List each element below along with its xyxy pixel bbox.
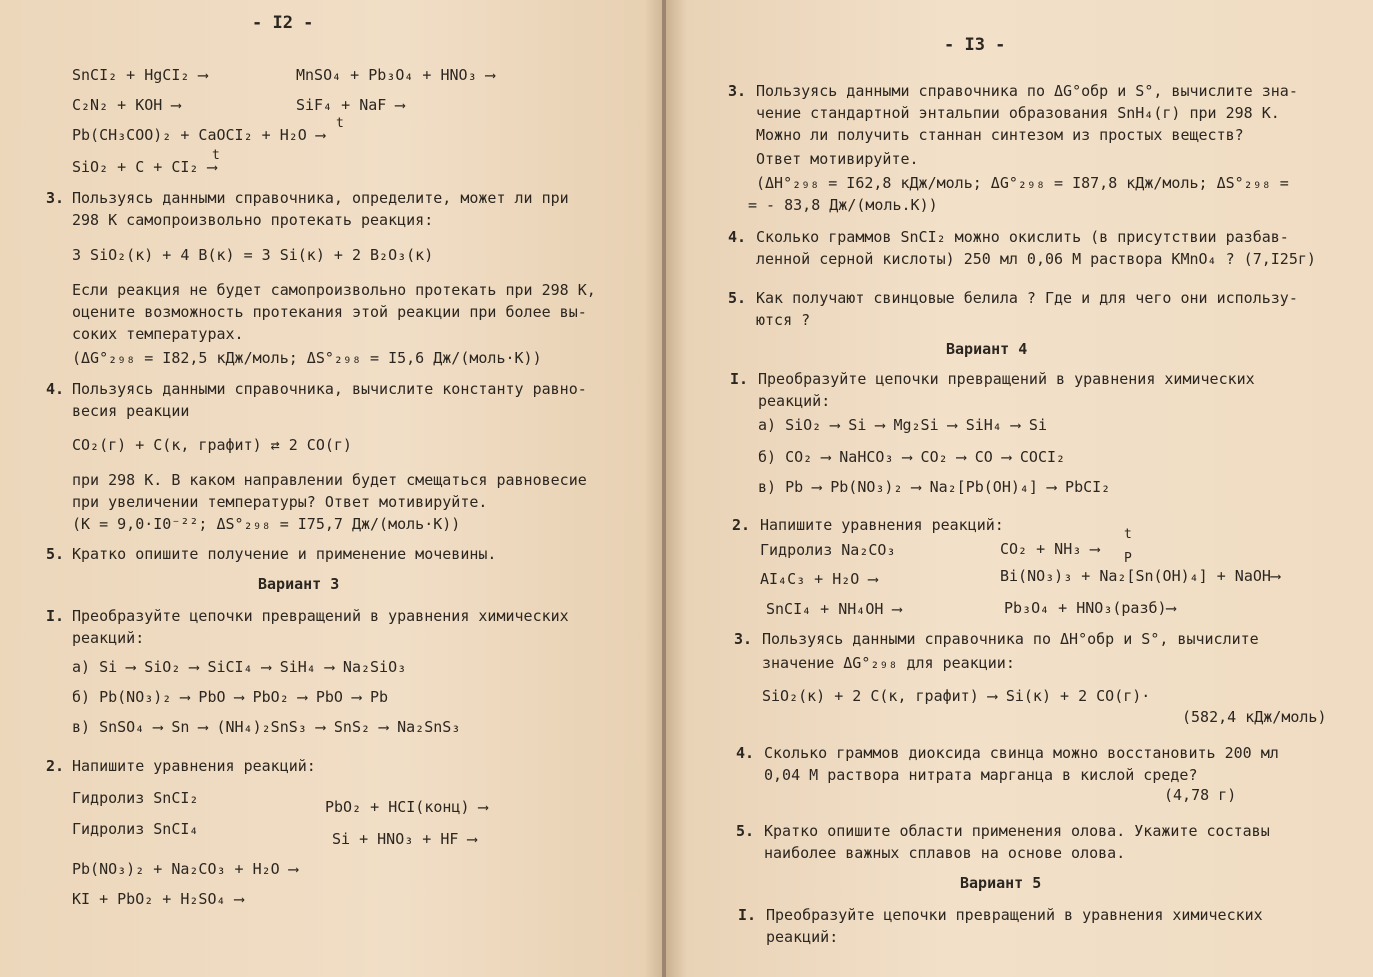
task-number: 3. (734, 630, 753, 648)
task-number: 2. (732, 516, 751, 534)
reaction: 3 SiO₂(к) + 4 B(к) = 3 Si(к) + 2 B₂O₃(к) (72, 246, 434, 264)
task-text: чение стандартной энтальпии образования SnH₄(г) при 298 К. (756, 104, 1280, 122)
task-text: Ответ мотивируйте. (756, 150, 919, 168)
task-text: Кратко опишите области применения олова. Укажите составы (764, 822, 1270, 840)
right-page (666, 0, 1373, 977)
task-number: 5. (736, 822, 755, 840)
task-text: реакций: (758, 392, 831, 410)
equation: Гидролиз SnCI₂ (72, 789, 199, 807)
equation: SiF₄ + NaF ⟶ (296, 96, 405, 114)
equation: Гидролиз Na₂CO₃ (760, 541, 896, 559)
task-text: Преобразуйте цепочки превращений в уравнения химических (72, 607, 569, 625)
task-text: соких температурах. (72, 325, 244, 343)
task-text: при увеличении температуры? Ответ мотивируйте. (72, 493, 488, 511)
task-text: ленной серной кислоты) 250 мл 0,06 М раствора KMnO₄ ? (7,I25г) (756, 250, 1316, 268)
task-number: 5. (46, 545, 65, 563)
equation: MnSO₄ + Pb₃O₄ + HNO₃ ⟶ (296, 66, 495, 84)
task-number: I. (46, 607, 65, 625)
page-number: - I3 - (944, 35, 1006, 55)
task-number: I. (738, 906, 757, 924)
task-title: Напишите уравнения реакций: (72, 757, 316, 775)
task-text: Пользуясь данными справочника по ΔG°обр и S°, вычислите зна- (756, 82, 1298, 100)
task-text: оцените возможность протекания этой реакции при более вы- (72, 303, 587, 321)
task-number: 3. (46, 189, 65, 207)
task-text: Пользуясь данными справочника, определите, может ли при (72, 189, 569, 207)
task-text: Можно ли получить станнан синтезом из простых веществ? (756, 126, 1244, 144)
equation: Pb₃O₄ + HNO₃(разб)⟶ (1004, 599, 1176, 617)
chain-a: а) Si ⟶ SiO₂ ⟶ SiCI₄ ⟶ SiH₄ ⟶ Na₂SiO₃ (72, 658, 407, 676)
condition-t: t (212, 148, 220, 163)
task-number: 2. (46, 757, 65, 775)
condition-p: P (1124, 551, 1132, 566)
task-text: Как получают свинцовые белила ? Где и для чего они использу- (756, 289, 1298, 307)
answer: (4,78 г) (1164, 786, 1237, 804)
condition-t: t (336, 116, 344, 131)
equation: Si + HNO₃ + HF ⟶ (332, 830, 477, 848)
equation: C₂N₂ + KOH ⟶ (72, 96, 181, 114)
equation: SnCI₂ + HgCI₂ ⟶ (72, 66, 208, 84)
task-data: (К = 9,0·I0⁻²²; ΔS°₂₉₈ = I75,7 Дж/(моль·К)) (72, 515, 461, 533)
equation: SiO₂ + C + CI₂ ⟶ (72, 158, 217, 176)
task-text: ются ? (756, 311, 811, 329)
task-number: 4. (736, 744, 755, 762)
task-text: 298 К самопроизвольно протекать реакция: (72, 211, 434, 229)
task-text: 0,04 М раствора нитрата марганца в кислой среде? (764, 766, 1198, 784)
task-text: наиболее важных сплавов на основе олова. (764, 844, 1126, 862)
equation: AI₄C₃ + H₂O ⟶ (760, 570, 878, 588)
chain-b: б) CO₂ ⟶ NaHCO₃ ⟶ CO₂ ⟶ CO ⟶ COCI₂ (758, 448, 1066, 466)
reaction: CO₂(г) + C(к, графит) ⇄ 2 CO(г) (72, 436, 352, 454)
task-number: I. (730, 370, 749, 388)
task-text: реакций: (766, 928, 839, 946)
chain-c: в) SnSO₄ ⟶ Sn ⟶ (NH₄)₂SnS₃ ⟶ SnS₂ ⟶ Na₂SnS₃ (72, 718, 461, 736)
chain-c: в) Pb ⟶ Pb(NO₃)₂ ⟶ Na₂[Pb(OH)₄] ⟶ PbCI₂ (758, 478, 1111, 496)
task-text: Преобразуйте цепочки превращений в уравнения химических (766, 906, 1263, 924)
task-text: реакций: (72, 629, 145, 647)
task-data: (ΔG°₂₉₈ = I82,5 кДж/моль; ΔS°₂₉₈ = I5,6 Дж/(моль·К)) (72, 349, 542, 367)
task-text: Если реакция не будет самопроизвольно протекать при 298 К, (72, 281, 596, 299)
chain-a: а) SiO₂ ⟶ Si ⟶ Mg₂Si ⟶ SiH₄ ⟶ Si (758, 416, 1047, 434)
equation: Pb(NO₃)₂ + Na₂CO₃ + H₂O ⟶ (72, 860, 298, 878)
page-number: - I2 - (252, 13, 314, 33)
answer: (582,4 кДж/моль) (1182, 708, 1327, 726)
task-number: 5. (728, 289, 747, 307)
task-number: 4. (46, 380, 65, 398)
task-data: (ΔH°₂₉₈ = I62,8 кДж/моль; ΔG°₂₉₈ = I87,8 кДж/моль; ΔS°₂₉₈ = (756, 174, 1289, 192)
task-text: весия реакции (72, 402, 190, 420)
task-text: Пользуясь данными справочника, вычислите константу равно- (72, 380, 587, 398)
equation: PbO₂ + HCI(конц) ⟶ (325, 798, 488, 816)
task-number: 4. (728, 228, 747, 246)
left-page (0, 0, 664, 977)
equation: CO₂ + NH₃ ⟶ (1000, 540, 1100, 558)
task-text: Сколько граммов диоксида свинца можно восстановить 200 мл (764, 744, 1279, 762)
variant-title: Вариант 5 (960, 874, 1042, 892)
equation: Pb(CH₃COO)₂ + CaOCI₂ + H₂O ⟶ (72, 126, 325, 144)
condition-t: t (1124, 527, 1132, 542)
task-text: Кратко опишите получение и применение мочевины. (72, 545, 497, 563)
equation: KI + PbO₂ + H₂SO₄ ⟶ (72, 890, 244, 908)
task-text: при 298 К. В каком направлении будет смещаться равновесие (72, 471, 587, 489)
task-text: Преобразуйте цепочки превращений в уравнения химических (758, 370, 1255, 388)
equation: Гидролиз SnCI₄ (72, 820, 199, 838)
variant-title: Вариант 4 (946, 340, 1028, 358)
task-data: = - 83,8 Дж/(моль.К)) (748, 196, 938, 214)
chain-b: б) Pb(NO₃)₂ ⟶ PbO ⟶ PbO₂ ⟶ PbO ⟶ Pb (72, 688, 389, 706)
task-text: Пользуясь данными справочника по ΔH°обр и S°, вычислите (762, 630, 1259, 648)
task-text: значение ΔG°₂₉₈ для реакции: (762, 654, 1015, 672)
equation: SnCI₄ + NH₄OH ⟶ (766, 600, 902, 618)
task-title: Напишите уравнения реакций: (760, 516, 1004, 534)
equation: Bi(NO₃)₃ + Na₂[Sn(OH)₄] + NaOH⟶ (1000, 567, 1280, 585)
variant-title: Вариант 3 (258, 575, 340, 593)
task-number: 3. (728, 82, 747, 100)
task-text: Сколько граммов SnCI₂ можно окислить (в присутствии разбав- (756, 228, 1289, 246)
reaction: SiO₂(к) + 2 C(к, графит) ⟶ Si(к) + 2 CO(г)· (762, 687, 1151, 705)
